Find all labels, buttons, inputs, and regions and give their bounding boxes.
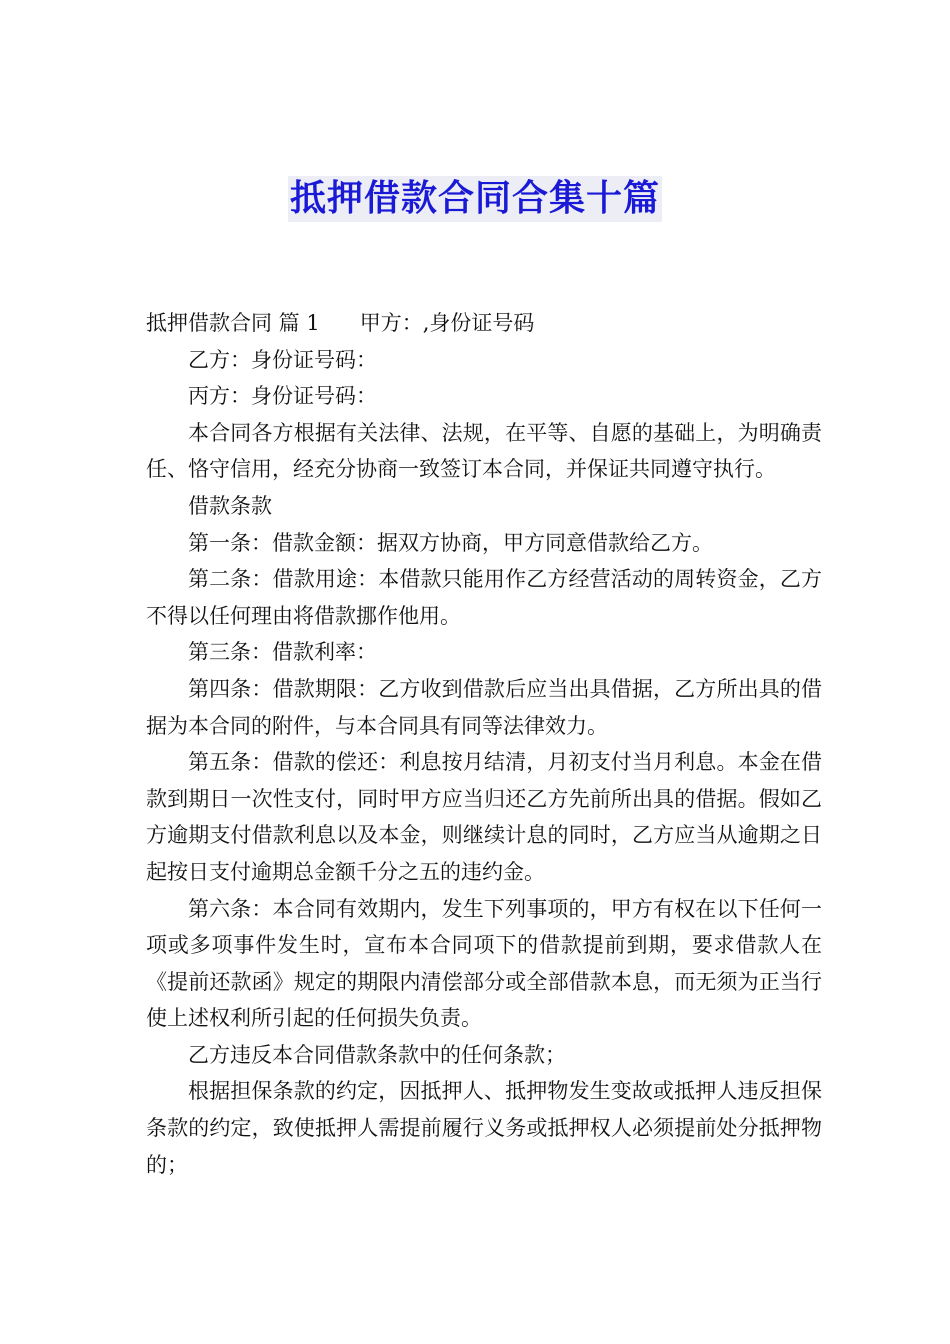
paragraph-party-b: 乙方：身份证号码： — [188, 347, 377, 372]
paragraph-article-3: 第三条：借款利率： — [188, 640, 377, 665]
paragraph-article-1: 第一条：借款金额：据双方协商，甲方同意借款给乙方。 — [188, 530, 713, 555]
section-heading-loan-terms: 借款条款 — [188, 493, 272, 518]
paragraph-preamble: 本合同各方根据有关法律、法规，在平等、自愿的基础上，为明确责任、恪守信用，经充分协商一致签订本合同，并保证共同遵守执行。 — [146, 420, 822, 482]
document-title: 抵押借款合同合集十篇 — [288, 176, 662, 222]
paragraph-article-6: 第六条：本合同有效期内，发生下列事项的，甲方有权在以下任何一项或多项事件发生时，宣布本合同项下的借款提前到期，要求借款人在《提前还款函》规定的期限内清偿部分或全部借款本息，而无须为正当行使上述权利所引起的任何损失负责。 — [146, 896, 822, 1031]
party-a-line: 甲方：,身份证号码 — [359, 311, 535, 335]
contract-heading-label: 抵押借款合同 篇 1 — [146, 311, 320, 335]
paragraph-guarantee-clause: 根据担保条款的约定，因抵押人、抵押物发生变故或抵押人违反担保条款的约定，致使抵押人需提前履行义务或抵押权人必须提前处分抵押物的； — [146, 1079, 822, 1177]
title-container — [0, 176, 950, 222]
document-body — [146, 305, 822, 1183]
paragraph-party-c: 丙方：身份证号码： — [188, 384, 377, 409]
paragraph-article-4: 第四条：借款期限：乙方收到借款后应当出具借据，乙方所出具的借据为本合同的附件，与本合同具有同等法律效力。 — [146, 676, 822, 738]
paragraph-article-5: 第五条：借款的偿还：利息按月结清，月初支付当月利息。本金在借款到期日一次性支付，同时甲方应当归还乙方先前所出具的借据。假如乙方逾期支付借款利息以及本金，则继续计息的同时，乙方应当从逾期之日起按日支付逾期总金额千分之五的违约金。 — [146, 750, 822, 884]
paragraph-article-2: 第二条：借款用途：本借款只能用作乙方经营活动的周转资金，乙方不得以任何理由将借款挪作他用。 — [146, 567, 822, 628]
paragraph-breach-clause: 乙方违反本合同借款条款中的任何条款； — [188, 1042, 566, 1067]
heading-line — [146, 305, 822, 342]
